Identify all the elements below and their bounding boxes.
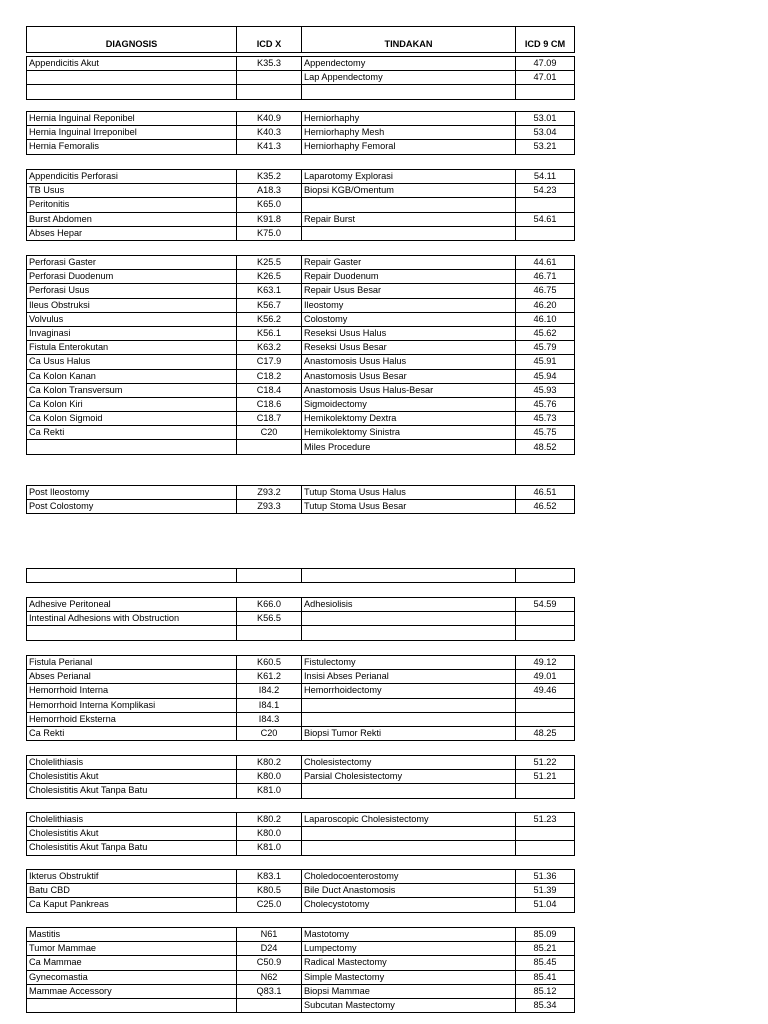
icd-9-cm-cell — [516, 226, 575, 240]
diagnosis-cell: Cholesistitis Akut — [27, 827, 237, 841]
icd-9-cm-cell: 48.25 — [516, 726, 575, 740]
icd-x-cell — [237, 569, 302, 583]
diagnosis-cell: Burst Abdomen — [27, 212, 237, 226]
icd-9-cm-cell — [516, 198, 575, 212]
tindakan-cell: Fistulectomy — [302, 656, 516, 670]
tindakan-cell: Bile Duct Anastomosis — [302, 884, 516, 898]
code-table-block — [26, 111, 575, 155]
icd-x-cell: C18.6 — [237, 397, 302, 411]
table-row — [27, 140, 575, 154]
table-row — [27, 226, 575, 240]
icd-x-cell — [237, 440, 302, 454]
table-row — [27, 112, 575, 126]
tindakan-cell: Herniorhaphy — [302, 112, 516, 126]
tindakan-cell — [302, 712, 516, 726]
table-row — [27, 85, 575, 99]
icd-9-cm-cell: 48.52 — [516, 440, 575, 454]
icd-9-cm-cell: 51.21 — [516, 770, 575, 784]
icd-x-cell: Z93.2 — [237, 486, 302, 500]
tindakan-cell: Insisi Abses Perianal — [302, 670, 516, 684]
diagnosis-cell: Mammae Accessory — [27, 984, 237, 998]
tindakan-cell: Tutup Stoma Usus Besar — [302, 500, 516, 514]
table-row — [27, 998, 575, 1012]
tindakan-cell — [302, 85, 516, 99]
table-row — [27, 326, 575, 340]
table-row — [27, 170, 575, 184]
diagnosis-cell: Ikterus Obstruktif — [27, 870, 237, 884]
tindakan-cell: Appendectomy — [302, 57, 516, 71]
tindakan-cell — [302, 569, 516, 583]
tindakan-cell: Laparotomy Explorasi — [302, 170, 516, 184]
tindakan-cell: Repair Usus Besar — [302, 284, 516, 298]
icd-9-cm-cell: 46.51 — [516, 486, 575, 500]
tindakan-cell: Reseksi Usus Halus — [302, 326, 516, 340]
icd-9-cm-cell: 85.09 — [516, 928, 575, 942]
diagnosis-cell: Cholelithiasis — [27, 813, 237, 827]
icd-9-cm-cell: 47.09 — [516, 57, 575, 71]
table-row — [27, 71, 575, 85]
icd-x-cell: K63.1 — [237, 284, 302, 298]
icd-x-cell: C18.7 — [237, 412, 302, 426]
icd-9-cm-cell: 85.34 — [516, 998, 575, 1012]
tindakan-cell: Cholesistectomy — [302, 756, 516, 770]
table-row — [27, 355, 575, 369]
tindakan-cell: Biopsi KGB/Omentum — [302, 184, 516, 198]
code-table-block — [26, 169, 575, 241]
icd-x-cell: K35.2 — [237, 170, 302, 184]
table-row — [27, 928, 575, 942]
diagnosis-cell: Ileus Obstruksi — [27, 298, 237, 312]
code-table-block — [26, 56, 575, 100]
tindakan-cell — [302, 827, 516, 841]
icd-x-cell: K26.5 — [237, 270, 302, 284]
icd-9-cm-cell: 46.75 — [516, 284, 575, 298]
icd-x-cell: K56.2 — [237, 312, 302, 326]
icd-x-cell: I84.2 — [237, 684, 302, 698]
table-row — [27, 198, 575, 212]
diagnosis-cell: Mastitis — [27, 928, 237, 942]
icd-9-cm-cell — [516, 698, 575, 712]
icd-9-cm-cell: 53.21 — [516, 140, 575, 154]
diagnosis-cell: Hemorrhoid Interna — [27, 684, 237, 698]
icd-x-cell: K81.0 — [237, 784, 302, 798]
table-row — [27, 684, 575, 698]
tindakan-cell: Cholecystotomy — [302, 898, 516, 912]
diagnosis-cell: Abses Perianal — [27, 670, 237, 684]
icd-9-cm-cell: 85.45 — [516, 956, 575, 970]
diagnosis-cell: Hemorrhoid Eksterna — [27, 712, 237, 726]
diagnosis-cell: Cholesistitis Akut — [27, 770, 237, 784]
icd-9-cm-cell: 49.12 — [516, 656, 575, 670]
tindakan-cell — [302, 198, 516, 212]
diagnosis-cell: Ca Kolon Sigmoid — [27, 412, 237, 426]
tindakan-cell: Lumpectomy — [302, 942, 516, 956]
icd-9-cm-cell: 46.20 — [516, 298, 575, 312]
table-row — [27, 756, 575, 770]
icd-9-cm-cell: 51.36 — [516, 870, 575, 884]
diagnosis-cell — [27, 569, 237, 583]
icd-x-cell: K40.9 — [237, 112, 302, 126]
tindakan-cell — [302, 784, 516, 798]
icd-x-cell: A18.3 — [237, 184, 302, 198]
icd-9-cm-cell — [516, 612, 575, 626]
diagnosis-cell: Ca Kolon Kiri — [27, 397, 237, 411]
icd-x-cell — [237, 998, 302, 1012]
diagnosis-cell: Ca Kaput Pankreas — [27, 898, 237, 912]
icd-9-cm-cell: 45.91 — [516, 355, 575, 369]
code-table-block — [26, 927, 575, 1013]
table-row — [27, 726, 575, 740]
icd-x-cell: K66.0 — [237, 598, 302, 612]
code-table-block — [26, 655, 575, 741]
icd-x-cell: K80.2 — [237, 756, 302, 770]
icd-9-cm-cell: 51.04 — [516, 898, 575, 912]
diagnosis-cell: Post Ileostomy — [27, 486, 237, 500]
tindakan-cell: Repair Burst — [302, 212, 516, 226]
tindakan-cell: Adhesiolisis — [302, 598, 516, 612]
tindakan-cell: Sigmoidectomy — [302, 397, 516, 411]
diagnosis-cell: Ca Rekti — [27, 426, 237, 440]
diagnosis-cell: Ca Kolon Transversum — [27, 383, 237, 397]
icd-x-cell: I84.3 — [237, 712, 302, 726]
icd-9-cm-cell: 49.01 — [516, 670, 575, 684]
icd-x-cell: K75.0 — [237, 226, 302, 240]
icd-x-cell: K56.7 — [237, 298, 302, 312]
diagnosis-cell: Ca Rekti — [27, 726, 237, 740]
icd-x-cell: K81.0 — [237, 841, 302, 855]
icd-x-cell: C20 — [237, 426, 302, 440]
diagnosis-cell: Cholesistitis Akut Tanpa Batu — [27, 841, 237, 855]
icd-x-cell: K83.1 — [237, 870, 302, 884]
table-row — [27, 270, 575, 284]
table-row — [27, 670, 575, 684]
table-row — [27, 500, 575, 514]
tindakan-cell: Hemikolektomy Sinistra — [302, 426, 516, 440]
icd-x-cell: K60.5 — [237, 656, 302, 670]
diagnosis-cell: Batu CBD — [27, 884, 237, 898]
icd-x-cell: K61.2 — [237, 670, 302, 684]
tindakan-cell: Choledocoenterostomy — [302, 870, 516, 884]
icd-x-cell: K63.2 — [237, 341, 302, 355]
code-table-block — [26, 869, 575, 913]
tindakan-cell: Mastotomy — [302, 928, 516, 942]
diagnosis-cell: Hernia Inguinal Reponibel — [27, 112, 237, 126]
table-row — [27, 712, 575, 726]
diagnosis-cell: Abses Hepar — [27, 226, 237, 240]
table-row — [27, 698, 575, 712]
diagnosis-cell — [27, 440, 237, 454]
tindakan-cell: Parsial Cholesistectomy — [302, 770, 516, 784]
diagnosis-cell: Adhesive Peritoneal — [27, 598, 237, 612]
table-row — [27, 770, 575, 784]
icd-x-cell: C18.2 — [237, 369, 302, 383]
icd-x-cell: Q83.1 — [237, 984, 302, 998]
table-row — [27, 212, 575, 226]
table-row — [27, 383, 575, 397]
icd-9-cm-cell: 45.76 — [516, 397, 575, 411]
icd-x-cell: K65.0 — [237, 198, 302, 212]
diagnosis-cell: Hernia Inguinal Irreponibel — [27, 126, 237, 140]
icd-9-cm-cell — [516, 712, 575, 726]
tindakan-cell: Herniorhaphy Femoral — [302, 140, 516, 154]
icd-x-cell: K25.5 — [237, 256, 302, 270]
header-table — [26, 26, 575, 53]
icd-9-cm-cell: 54.59 — [516, 598, 575, 612]
diagnosis-cell — [27, 85, 237, 99]
tindakan-cell: Anastomosis Usus Halus-Besar — [302, 383, 516, 397]
icd-9-cm-cell: 45.93 — [516, 383, 575, 397]
table-row — [27, 813, 575, 827]
icd-x-cell: C17.9 — [237, 355, 302, 369]
table-row — [27, 841, 575, 855]
diagnosis-cell: Cholesistitis Akut Tanpa Batu — [27, 784, 237, 798]
table-row — [27, 956, 575, 970]
table-row — [27, 942, 575, 956]
table-row — [27, 870, 575, 884]
icd-x-cell: K35.3 — [237, 57, 302, 71]
icd-9-cm-cell: 45.79 — [516, 341, 575, 355]
icd-9-cm-cell: 45.94 — [516, 369, 575, 383]
code-table-block — [26, 597, 575, 641]
header-diagnosis: DIAGNOSIS — [27, 27, 237, 53]
tindakan-cell: Biopsi Mammae — [302, 984, 516, 998]
diagnosis-cell: Invaginasi — [27, 326, 237, 340]
diagnosis-cell: Perforasi Gaster — [27, 256, 237, 270]
icd-9-cm-cell: 49.46 — [516, 684, 575, 698]
table-row — [27, 412, 575, 426]
diagnosis-cell: Intestinal Adhesions with Obstruction — [27, 612, 237, 626]
tindakan-cell: Laparoscopic Cholesistectomy — [302, 813, 516, 827]
icd-9-cm-cell: 53.01 — [516, 112, 575, 126]
header-row — [27, 27, 575, 53]
header-tindakan: TINDAKAN — [302, 27, 516, 53]
icd-9-cm-cell — [516, 626, 575, 640]
tindakan-cell: Repair Duodenum — [302, 270, 516, 284]
icd-x-cell: Z93.3 — [237, 500, 302, 514]
table-row — [27, 970, 575, 984]
icd-x-cell: K56.1 — [237, 326, 302, 340]
tindakan-cell: Subcutan Mastectomy — [302, 998, 516, 1012]
code-table-block — [26, 255, 575, 455]
table-row — [27, 784, 575, 798]
tindakan-cell — [302, 612, 516, 626]
table-row — [27, 486, 575, 500]
table-row — [27, 612, 575, 626]
diagnosis-cell: Appendicitis Perforasi — [27, 170, 237, 184]
tindakan-cell: Herniorhaphy Mesh — [302, 126, 516, 140]
tindakan-cell: Hemikolektomy Dextra — [302, 412, 516, 426]
header-icd-x: ICD X — [237, 27, 302, 53]
icd-x-cell: C25.0 — [237, 898, 302, 912]
diagnosis-cell — [27, 998, 237, 1012]
diagnosis-cell: Post Colostomy — [27, 500, 237, 514]
diagnosis-cell: Cholelithiasis — [27, 756, 237, 770]
diagnosis-cell: Ca Mammae — [27, 956, 237, 970]
icd-9-cm-cell: 45.75 — [516, 426, 575, 440]
table-row — [27, 426, 575, 440]
diagnosis-cell: Perforasi Usus — [27, 284, 237, 298]
icd-x-cell: K80.0 — [237, 770, 302, 784]
table-row — [27, 626, 575, 640]
tindakan-cell: Reseksi Usus Besar — [302, 341, 516, 355]
icd-x-cell: N62 — [237, 970, 302, 984]
icd-9-cm-cell: 51.39 — [516, 884, 575, 898]
icd-x-cell: C50.9 — [237, 956, 302, 970]
icd-9-cm-cell: 85.21 — [516, 942, 575, 956]
tindakan-cell: Hemorrhoidectomy — [302, 684, 516, 698]
tindakan-cell: Lap Appendectomy — [302, 71, 516, 85]
table-row — [27, 126, 575, 140]
table-row — [27, 440, 575, 454]
diagnosis-cell: Hemorrhoid Interna Komplikasi — [27, 698, 237, 712]
diagnosis-cell: Fistula Enterokutan — [27, 341, 237, 355]
code-table-block — [26, 485, 575, 514]
diagnosis-cell — [27, 71, 237, 85]
tindakan-cell — [302, 226, 516, 240]
tindakan-cell: Tutup Stoma Usus Halus — [302, 486, 516, 500]
icd-9-cm-cell: 45.73 — [516, 412, 575, 426]
table-row — [27, 341, 575, 355]
table-row — [27, 184, 575, 198]
icd-9-cm-cell: 46.10 — [516, 312, 575, 326]
tindakan-cell: Colostomy — [302, 312, 516, 326]
icd-9-cm-cell — [516, 784, 575, 798]
icd-9-cm-cell: 54.23 — [516, 184, 575, 198]
icd-x-cell: I84.1 — [237, 698, 302, 712]
icd-x-cell: K40.3 — [237, 126, 302, 140]
diagnosis-cell: Peritonitis — [27, 198, 237, 212]
icd-x-cell — [237, 71, 302, 85]
icd-9-cm-cell: 45.62 — [516, 326, 575, 340]
diagnosis-cell: Tumor Mammae — [27, 942, 237, 956]
table-row — [27, 298, 575, 312]
code-table-block — [26, 568, 575, 583]
icd-9-cm-cell: 85.12 — [516, 984, 575, 998]
diagnosis-cell: Perforasi Duodenum — [27, 270, 237, 284]
table-row — [27, 598, 575, 612]
tindakan-cell: Miles Procedure — [302, 440, 516, 454]
table-row — [27, 569, 575, 583]
icd-x-cell: K80.5 — [237, 884, 302, 898]
icd-x-cell: D24 — [237, 942, 302, 956]
icd-x-cell: K80.0 — [237, 827, 302, 841]
header-icd-9-cm: ICD 9 CM — [516, 27, 575, 53]
tindakan-cell: Simple Mastectomy — [302, 970, 516, 984]
icd-9-cm-cell — [516, 827, 575, 841]
code-table-block — [26, 755, 575, 799]
icd-9-cm-cell: 85.41 — [516, 970, 575, 984]
diagnosis-cell: Volvulus — [27, 312, 237, 326]
table-row — [27, 656, 575, 670]
icd-9-cm-cell: 54.11 — [516, 170, 575, 184]
icd-x-cell: K56.5 — [237, 612, 302, 626]
tindakan-cell: Biopsi Tumor Rekti — [302, 726, 516, 740]
table-row — [27, 256, 575, 270]
icd-9-cm-cell: 44.61 — [516, 256, 575, 270]
icd-9-cm-cell: 51.23 — [516, 813, 575, 827]
tindakan-cell: Anastomosis Usus Besar — [302, 369, 516, 383]
icd-9-cm-cell — [516, 85, 575, 99]
icd-9-cm-cell — [516, 841, 575, 855]
table-row — [27, 827, 575, 841]
tindakan-cell — [302, 626, 516, 640]
diagnosis-cell: Fistula Perianal — [27, 656, 237, 670]
tindakan-cell — [302, 698, 516, 712]
icd-x-cell: N61 — [237, 928, 302, 942]
diagnosis-cell: Ca Usus Halus — [27, 355, 237, 369]
icd-9-cm-cell: 47.01 — [516, 71, 575, 85]
icd-9-cm-cell: 46.71 — [516, 270, 575, 284]
code-table-block — [26, 812, 575, 856]
icd-x-cell: C18.4 — [237, 383, 302, 397]
tindakan-cell — [302, 841, 516, 855]
table-row — [27, 884, 575, 898]
diagnosis-cell: Gynecomastia — [27, 970, 237, 984]
icd-x-cell: C20 — [237, 726, 302, 740]
table-row — [27, 57, 575, 71]
icd-x-cell: K41.3 — [237, 140, 302, 154]
icd-9-cm-cell — [516, 569, 575, 583]
table-row — [27, 369, 575, 383]
table-row — [27, 984, 575, 998]
tindakan-cell: Radical Mastectomy — [302, 956, 516, 970]
table-row — [27, 312, 575, 326]
icd-x-cell: K80.2 — [237, 813, 302, 827]
table-row — [27, 898, 575, 912]
diagnosis-cell: Hernia Femoralis — [27, 140, 237, 154]
icd-9-cm-cell: 51.22 — [516, 756, 575, 770]
diagnosis-cell: Appendicitis Akut — [27, 57, 237, 71]
table-row — [27, 284, 575, 298]
icd-x-cell — [237, 626, 302, 640]
icd-9-cm-cell: 46.52 — [516, 500, 575, 514]
table-row — [27, 397, 575, 411]
icd-9-cm-cell: 53.04 — [516, 126, 575, 140]
tindakan-cell: Ileostomy — [302, 298, 516, 312]
diagnosis-cell — [27, 626, 237, 640]
icd-x-cell: K91.8 — [237, 212, 302, 226]
diagnosis-cell: TB Usus — [27, 184, 237, 198]
tindakan-cell: Anastomosis Usus Halus — [302, 355, 516, 369]
tindakan-cell: Repair Gaster — [302, 256, 516, 270]
diagnosis-cell: Ca Kolon Kanan — [27, 369, 237, 383]
icd-x-cell — [237, 85, 302, 99]
icd-9-cm-cell: 54.61 — [516, 212, 575, 226]
